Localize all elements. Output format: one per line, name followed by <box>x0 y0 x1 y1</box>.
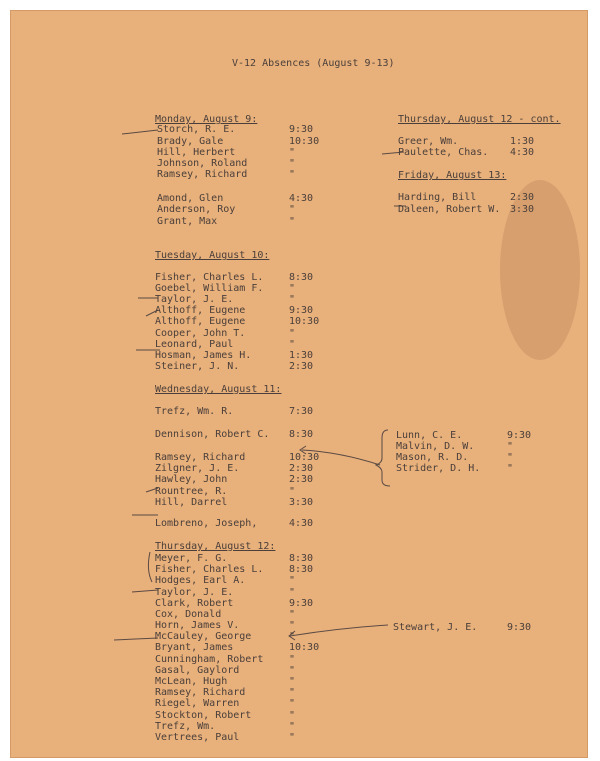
entry-name: Lunn, C. E. <box>396 430 463 441</box>
bracket-mark <box>376 430 390 486</box>
entry-time: " <box>289 204 296 215</box>
entry-name: Althoff, Eugene <box>155 316 246 327</box>
entry-name: Althoff, Eugene <box>155 305 246 316</box>
entry-time: " <box>289 147 296 158</box>
entry-name: McCauley, George <box>155 631 252 642</box>
entry-time: 7:30 <box>289 406 314 417</box>
entry-name: Dennison, Robert C. <box>155 429 270 440</box>
entry-name: Malvin, D. W. <box>396 441 475 452</box>
entry-time: " <box>507 441 514 452</box>
entry-time: " <box>289 654 296 665</box>
entry-time: 2:30 <box>289 474 314 485</box>
entry-time: 2:30 <box>510 192 535 203</box>
entry-time: 10:30 <box>289 316 320 327</box>
entry-time: 9:30 <box>289 124 314 135</box>
entry-name: Stockton, Robert <box>155 710 252 721</box>
entry-name: Storch, R. E. <box>157 124 236 135</box>
entry-name: Trefz, Wm. <box>155 721 216 732</box>
entry-name: Fisher, Charles L. <box>155 272 264 283</box>
entry-time: " <box>289 609 296 620</box>
entry-time: 1:30 <box>289 350 314 361</box>
document-title: V-12 Absences (August 9-13) <box>232 58 395 69</box>
entry-name: Hosman, James H. <box>155 350 252 361</box>
section-heading: Wednesday, August 11: <box>155 384 282 395</box>
section-heading: Monday, August 9: <box>155 114 258 125</box>
entry-name: Gasal, Gaylord <box>155 665 240 676</box>
entry-time: 9:30 <box>507 430 532 441</box>
entry-name: Meyer, F. G. <box>155 553 228 564</box>
entry-name: Vertrees, Paul <box>155 732 240 743</box>
entry-time: " <box>289 676 296 687</box>
entry-name: Hill, Herbert <box>157 147 236 158</box>
entry-name: Taylor, J. E. <box>155 294 234 305</box>
entry-time: 4:30 <box>510 147 535 158</box>
entry-name: Fisher, Charles L. <box>155 564 264 575</box>
entry-name: Harding, Bill <box>398 192 477 203</box>
entry-name: Bryant, James <box>155 642 234 653</box>
entry-time: 1:30 <box>510 136 535 147</box>
entry-name: Grant, Max <box>157 216 218 227</box>
entry-time: " <box>289 575 296 586</box>
entry-time: 2:30 <box>289 361 314 372</box>
entry-name: Greer, Wm. <box>398 136 459 147</box>
entry-time: " <box>289 665 296 676</box>
entry-time: " <box>289 328 296 339</box>
entry-time: 2:30 <box>289 463 314 474</box>
entry-time: " <box>289 283 296 294</box>
arrow-line <box>290 625 388 636</box>
section-heading: Thursday, August 12: <box>155 541 276 552</box>
entry-name: Amond, Glen <box>157 193 224 204</box>
entry-time: 8:30 <box>289 429 314 440</box>
entry-name: Hawley, John <box>155 474 228 485</box>
entry-name: Johnson, Roland <box>157 158 248 169</box>
entry-time: 9:30 <box>507 622 532 633</box>
document-page <box>10 10 588 758</box>
entry-name: Hill, Darrel <box>155 497 228 508</box>
entry-time: 10:30 <box>289 452 320 463</box>
entry-time: " <box>289 687 296 698</box>
entry-time: " <box>289 158 296 169</box>
entry-name: Horn, James V. <box>155 620 240 631</box>
entry-time: 8:30 <box>289 272 314 283</box>
entry-time: " <box>507 463 514 474</box>
entry-name: Strider, D. H. <box>396 463 481 474</box>
entry-name: Clark, Robert <box>155 598 234 609</box>
entry-time: " <box>289 710 296 721</box>
entry-time: " <box>289 169 296 180</box>
entry-name: Lombreno, Joseph, <box>155 518 258 529</box>
section-heading: Thursday, August 12 - cont. <box>398 114 561 125</box>
entry-name: Rountree, R. <box>155 486 228 497</box>
entry-name: Paulette, Chas. <box>398 147 489 158</box>
entry-time: " <box>289 698 296 709</box>
entry-time: 10:30 <box>289 642 320 653</box>
entry-name: Zilgner, J. E. <box>155 463 240 474</box>
entry-name: Cox, Donald <box>155 609 222 620</box>
entry-time: " <box>289 216 296 227</box>
entry-time: " <box>289 339 296 350</box>
entry-name: Hodges, Earl A. <box>155 575 246 586</box>
entry-time: 3:30 <box>510 204 535 215</box>
entry-name: Anderson, Roy <box>157 204 236 215</box>
entry-name: Ramsey, Richard <box>155 687 246 698</box>
entry-name: Brady, Gale <box>157 136 224 147</box>
entry-time: " <box>289 620 296 631</box>
entry-name: Ramsey, Richard <box>157 169 248 180</box>
entry-time: 9:30 <box>289 598 314 609</box>
entry-time: " <box>289 631 296 642</box>
entry-time: 8:30 <box>289 564 314 575</box>
entry-time: 9:30 <box>289 305 314 316</box>
entry-name: Ramsey, Richard <box>155 452 246 463</box>
entry-name: Cooper, John T. <box>155 328 246 339</box>
entry-name: Mason, R. D. <box>396 452 469 463</box>
section-heading: Friday, August 13: <box>398 170 507 181</box>
entry-time: 4:30 <box>289 193 314 204</box>
entry-name: Goebel, William F. <box>155 283 264 294</box>
entry-name: Steiner, J. N. <box>155 361 240 372</box>
entry-time: 8:30 <box>289 553 314 564</box>
entry-name: Leonard, Paul <box>155 339 234 350</box>
entry-name: McLean, Hugh <box>155 676 228 687</box>
entry-time: " <box>289 721 296 732</box>
entry-time: " <box>289 587 296 598</box>
entry-time: 10:30 <box>289 136 320 147</box>
entry-time: " <box>289 732 296 743</box>
entry-name: Stewart, J. E. <box>393 622 478 633</box>
entry-name: Cunningham, Robert <box>155 654 264 665</box>
entry-name: Taylor, J. E. <box>155 587 234 598</box>
entry-name: Daleen, Robert W. <box>398 204 501 215</box>
entry-time: 3:30 <box>289 497 314 508</box>
entry-name: Trefz, Wm. R. <box>155 406 234 417</box>
section-heading: Tuesday, August 10: <box>155 250 270 261</box>
entry-time: 4:30 <box>289 518 314 529</box>
entry-time: " <box>289 486 296 497</box>
entry-name: Riegel, Warren <box>155 698 240 709</box>
entry-time: " <box>507 452 514 463</box>
entry-time: " <box>289 294 296 305</box>
